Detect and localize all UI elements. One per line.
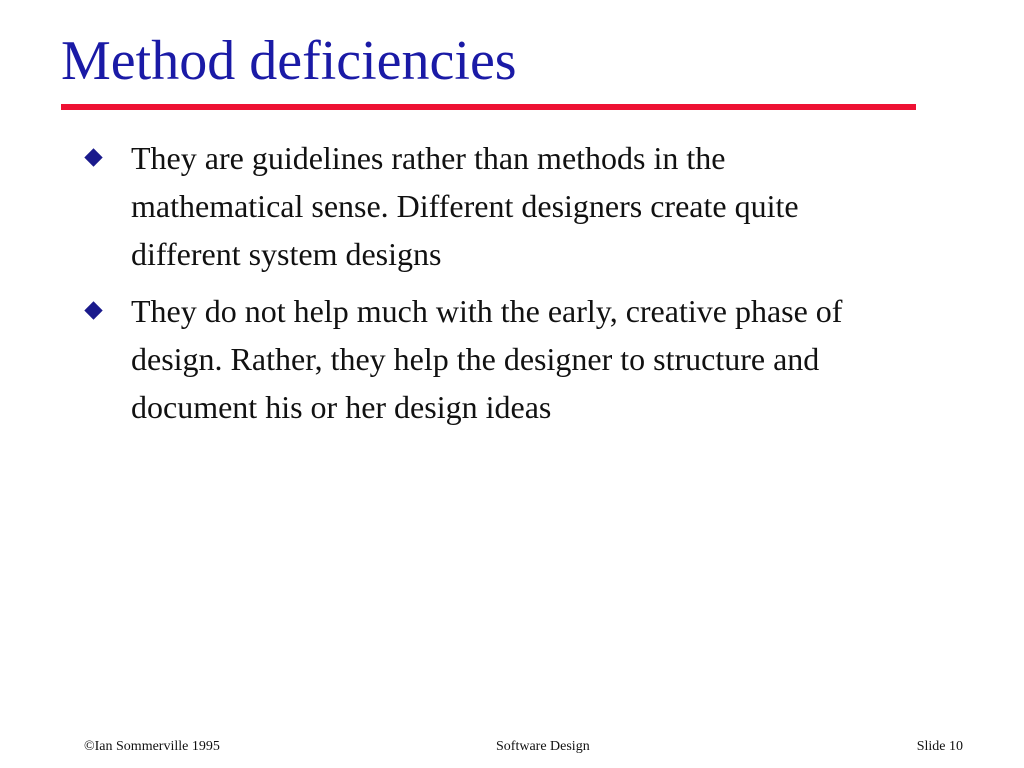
bullet-item	[84, 287, 904, 431]
footer-slide-number: Slide 10	[916, 739, 963, 754]
slide-title: Method deficiencies	[61, 30, 517, 92]
bullet-list	[84, 134, 904, 440]
footer-course-title: Software Design	[496, 739, 590, 754]
diamond-bullet-icon	[84, 148, 102, 166]
bullet-text: They are guidelines rather than methods in the mathematical sense. Different designers create quite different system designs	[131, 140, 799, 272]
diamond-bullet-icon	[84, 301, 102, 319]
bullet-text: They do not help much with the early, creative phase of design. Rather, they help the designer to structure and document his or her design ideas	[131, 293, 843, 425]
bullet-item	[84, 134, 904, 278]
footer-copyright: ©Ian Sommerville 1995	[84, 739, 220, 754]
title-underline-rule	[61, 104, 916, 110]
slide-footer	[0, 737, 1024, 757]
